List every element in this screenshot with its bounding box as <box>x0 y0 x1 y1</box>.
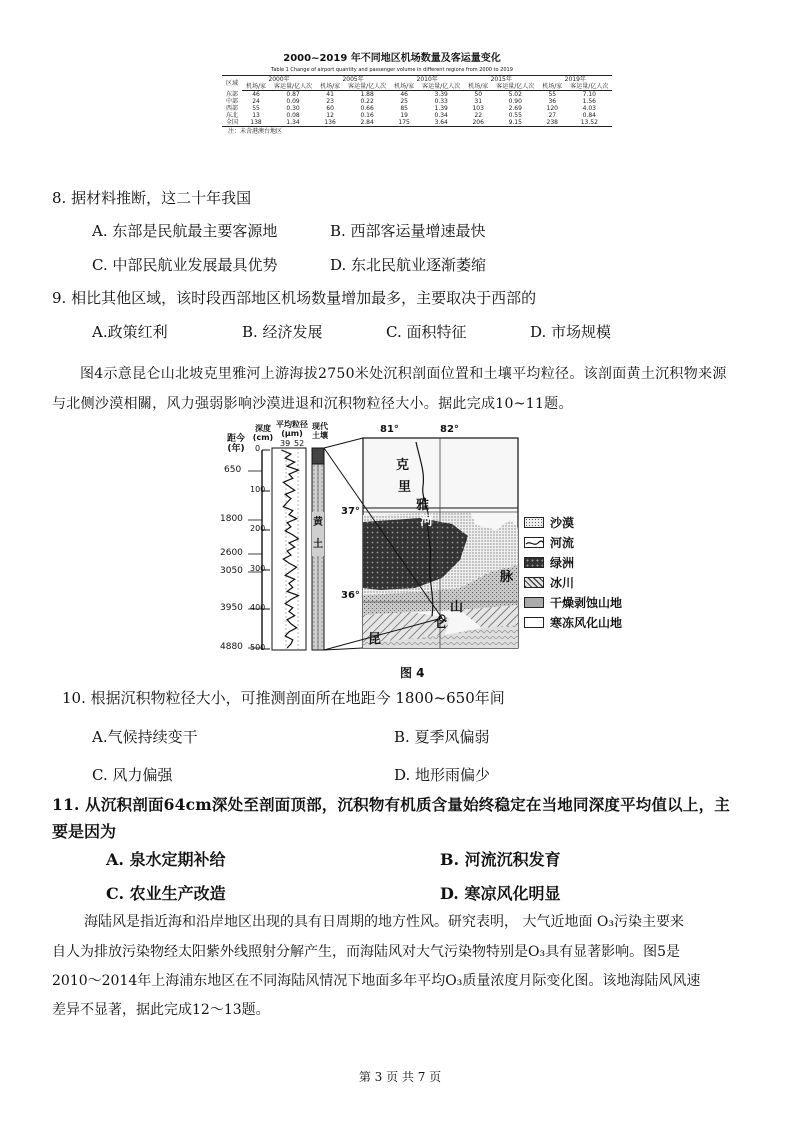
table-cell: 4.03 <box>582 105 596 112</box>
table-cell: 46 <box>252 91 260 98</box>
table-cell: 206 <box>464 119 492 127</box>
q9-option-c: C. 面积特征 <box>386 323 467 341</box>
passage1-line2: 与北侧沙漠相關，风力强弱影响沙漠进退和沉积物粒径大小。据此完成10~11题。 <box>52 396 573 412</box>
region-cell: 东北 <box>226 112 239 119</box>
q11-option-b: B. 河流沉积发育 <box>440 850 561 869</box>
table-cell: 0.22 <box>360 98 374 105</box>
map-label-ya: 雅 <box>416 498 430 513</box>
table-cell: 27 <box>548 112 557 119</box>
table-title: 2000~2019 年不同地区机场数量及客运量变化 <box>283 53 501 64</box>
table-cell: 0.33 <box>434 98 448 105</box>
table-body <box>222 91 612 127</box>
year-header: 2010年 <box>390 76 464 84</box>
q10-option-c: C. 风力偏强 <box>92 766 173 784</box>
passage2-line4: 差异不显著，据此完成12～13题。 <box>52 1002 270 1018</box>
lon-label: 81° <box>380 424 399 435</box>
grain-size-curve <box>281 450 298 648</box>
legend-cold-mountain <box>524 612 644 632</box>
table-cell: 1.34 <box>270 119 316 127</box>
table-cell: 0.09 <box>286 98 300 105</box>
q10-option-d: D. 地形雨偏少 <box>394 766 491 784</box>
col-airports: 机场/家 <box>316 83 344 91</box>
table-cell: 13 <box>252 112 260 119</box>
col-airports: 机场/家 <box>464 83 492 91</box>
q11-option-d: D. 寒凉风化明显 <box>440 884 561 903</box>
legend-dry-mountain <box>524 592 644 612</box>
table-cell: 55 <box>252 105 260 112</box>
region-cell: 全国 <box>222 119 242 127</box>
page-footer: 第 3 页 共 7 页 <box>358 1070 442 1084</box>
table-row <box>222 112 612 119</box>
table-cell: 9.15 <box>492 119 538 127</box>
table-cell: 1.88 <box>360 91 374 98</box>
lat-label: 37° <box>341 506 360 517</box>
grain-axis-title: 平均粒径 (μm) <box>276 420 308 438</box>
table-cell: 60 <box>326 105 334 112</box>
age-label: 3950 <box>220 603 243 613</box>
q10-stem: 10. 根据沉积物粒径大小，可推测剖面所在地距今 1800~650年间 <box>62 689 505 707</box>
col-passengers: 客运量/亿人次 <box>270 83 316 91</box>
table-cell: 0.90 <box>508 98 522 105</box>
table-cell: 175 <box>390 119 418 127</box>
map-label-he: 河 <box>420 514 434 529</box>
table-cell: 36 <box>548 98 557 105</box>
grain-tick: 52 <box>294 439 305 448</box>
grain-tick: 39 <box>280 439 291 448</box>
table-year-row <box>222 76 612 84</box>
table-cell: 103 <box>472 105 484 112</box>
age-label: 650 <box>224 465 242 475</box>
table-cell: 24 <box>252 98 260 105</box>
table-cell: 0.34 <box>434 112 448 119</box>
table-cell: 1.56 <box>582 98 596 105</box>
table-row <box>222 98 612 105</box>
airport-table <box>222 75 612 127</box>
legend-label: 冰川 <box>550 575 575 590</box>
map-label-mai: 脉 <box>500 570 514 585</box>
region-cell: 东部 <box>226 90 239 98</box>
table-cell: 85 <box>400 105 408 112</box>
table-cell: 31 <box>474 98 483 105</box>
table-cell: 2.84 <box>344 119 390 127</box>
q8-stem: 8. 据材料推断，这二十年我国 <box>52 189 252 207</box>
depth-label: 200 <box>250 524 266 533</box>
year-header: 2019年 <box>538 76 612 84</box>
q9-option-b: B. 经济发展 <box>242 323 323 341</box>
year-header: 2005年 <box>316 76 390 84</box>
legend-label: 沙漠 <box>550 515 575 530</box>
lat-label: 36° <box>341 590 360 601</box>
legend-label: 河流 <box>550 535 575 550</box>
legend-label: 寒冻风化山地 <box>550 615 623 630</box>
table-cell: 238 <box>538 119 566 127</box>
table-cell: 0.55 <box>508 112 522 119</box>
soil-axis-title: 现代 土壤 <box>312 422 328 440</box>
year-header: 2000年 <box>242 76 316 84</box>
legend-label: 绿洲 <box>550 555 575 570</box>
table-cell: 3.64 <box>418 119 464 127</box>
q11-stem-line1: 11. 从沉积剖面64cm深处至剖面顶部，沉积物有机质含量始终稳定在当地同深度平均值以上，主 <box>52 795 730 814</box>
col-passengers: 客运量/亿人次 <box>492 83 538 91</box>
q9-stem: 9. 相比其他区域，该时段西部地区机场数量增加最多，主要取决于西部的 <box>52 289 537 307</box>
col-airports: 机场/家 <box>242 83 270 91</box>
table-cell: 23 <box>326 98 334 105</box>
depth-label: 100 <box>250 485 266 494</box>
passage2-line3: 2010～2014年上海浦东地区在不同海陆风情况下地面多年平均O₃质量浓度月际变化图。该地海陆风风速 <box>52 973 701 989</box>
table-cell: 0.84 <box>582 112 596 119</box>
q9-option-a: A.政策红利 <box>92 323 168 341</box>
q8-option-c: C. 中部民航业发展最具优势 <box>92 256 278 274</box>
table-cell: 46 <box>400 91 408 98</box>
table-row <box>222 91 612 99</box>
lon-label: 82° <box>440 424 459 435</box>
table-cell: 120 <box>546 105 558 112</box>
table-cell: 41 <box>326 91 334 98</box>
figure-caption: 图 4 <box>400 666 425 680</box>
age-label: 3050 <box>220 566 243 576</box>
table-cell: 22 <box>474 112 483 119</box>
col-passengers: 客运量/亿人次 <box>344 83 390 91</box>
depth-label: 0 <box>255 444 261 453</box>
table-cell: 19 <box>400 112 408 119</box>
passage2-line1: 海陆风是指近海和沿岸地区出现的具有日周期的地方性风。研究表明， 大气近地面 O₃污染主要来 <box>84 914 684 930</box>
oasis-swatch <box>524 557 544 568</box>
map-label-li: 里 <box>398 480 412 495</box>
q8-option-b: B. 西部客运量增速最快 <box>330 222 486 240</box>
map-label-shan: 山 <box>450 600 464 615</box>
table-cell: 0.16 <box>360 112 374 119</box>
q10-option-a: A.气候持续变干 <box>92 728 198 746</box>
legend-glacier <box>524 572 644 592</box>
passage1-line1: 图4示意昆仑山北坡克里雅河上游海拔2750米处沉积剖面位置和土壤平均粒径。该剖面黄土沉积物来源 <box>80 366 727 382</box>
q11-option-a: A. 泉水定期补给 <box>106 850 226 869</box>
table-cell: 1.39 <box>434 105 448 112</box>
table-subtitle: Table 1 Change of airport quantity and passenger volume in different regions from 2000 to 2019 <box>271 67 513 73</box>
table-cell: 0.87 <box>286 91 300 98</box>
legend-desert <box>524 512 644 532</box>
year-header: 2015年 <box>464 76 538 84</box>
glacier-swatch <box>524 577 544 588</box>
passage2-line2: 自人为排放污染物经太阳紫外线照射分解产生，而海陆风对大气污染物特别是O₃具有显著影响。图5是 <box>52 944 680 960</box>
legend-river <box>524 532 644 552</box>
depth-label: 400 <box>250 603 266 612</box>
map-label-kun: 昆 <box>368 632 382 647</box>
airport-table-block <box>222 52 609 136</box>
desert-swatch <box>524 517 544 528</box>
table-row <box>222 105 612 112</box>
table-cell: 13.52 <box>566 119 612 127</box>
age-label: 2600 <box>220 548 243 558</box>
table-note: 注：未含港澳台地区 <box>228 128 283 135</box>
q11-stem-line2: 要是因为 <box>52 822 117 841</box>
region-cell: 西部 <box>226 105 239 112</box>
col-passengers: 客运量/亿人次 <box>418 83 464 91</box>
table-cell: 55 <box>548 91 557 98</box>
table-subheader-row <box>222 83 612 91</box>
table-cell: 136 <box>316 119 344 127</box>
q8-option-d: D. 东北民航业逐渐萎缩 <box>330 256 487 274</box>
table-cell: 5.02 <box>508 91 522 98</box>
q10-option-b: B. 夏季风偏弱 <box>394 728 490 746</box>
depth-label: 300 <box>250 564 266 573</box>
table-row <box>222 119 612 127</box>
table-corner: 区域 <box>222 76 242 91</box>
q9-option-d: D. 市场规模 <box>530 323 612 341</box>
depth-axis-title: 深度 (cm) <box>252 424 274 442</box>
table-cell: 3.39 <box>434 91 448 98</box>
table-cell: 12 <box>326 112 334 119</box>
legend-label: 干燥剥蚀山地 <box>550 595 623 610</box>
q8-option-a: A. 东部是民航最主要客源地 <box>92 222 278 240</box>
table-cell: 50 <box>474 91 483 98</box>
table-cell: 0.30 <box>286 105 300 112</box>
river-swatch <box>524 537 544 548</box>
table-cell: 0.66 <box>360 105 374 112</box>
table-cell: 7.10 <box>582 91 596 98</box>
table-cell: 25 <box>400 98 408 105</box>
map-legend <box>524 512 644 632</box>
map-label-ke: 克 <box>396 458 410 473</box>
col-passengers: 客运量/亿人次 <box>566 83 612 91</box>
q11-option-c: C. 农业生产改造 <box>106 884 226 903</box>
figure-4 <box>220 420 640 685</box>
loess-label: 黄 土 <box>312 512 324 556</box>
col-airports: 机场/家 <box>390 83 418 91</box>
age-axis-title: 距今 (年) <box>226 434 245 454</box>
cold-mountain-swatch <box>524 617 544 628</box>
table-cell: 138 <box>242 119 270 127</box>
legend-oasis <box>524 552 644 572</box>
age-label: 1800 <box>220 514 243 524</box>
map-label-lun: 仑 <box>434 616 448 631</box>
dry-mountain-swatch <box>524 597 544 608</box>
table-cell: 2.69 <box>508 105 522 112</box>
age-label: 4880 <box>220 642 243 652</box>
table-cell: 0.08 <box>286 112 300 119</box>
col-airports: 机场/家 <box>538 83 566 91</box>
depth-label: 500 <box>250 643 266 652</box>
region-cell: 中部 <box>226 98 239 105</box>
